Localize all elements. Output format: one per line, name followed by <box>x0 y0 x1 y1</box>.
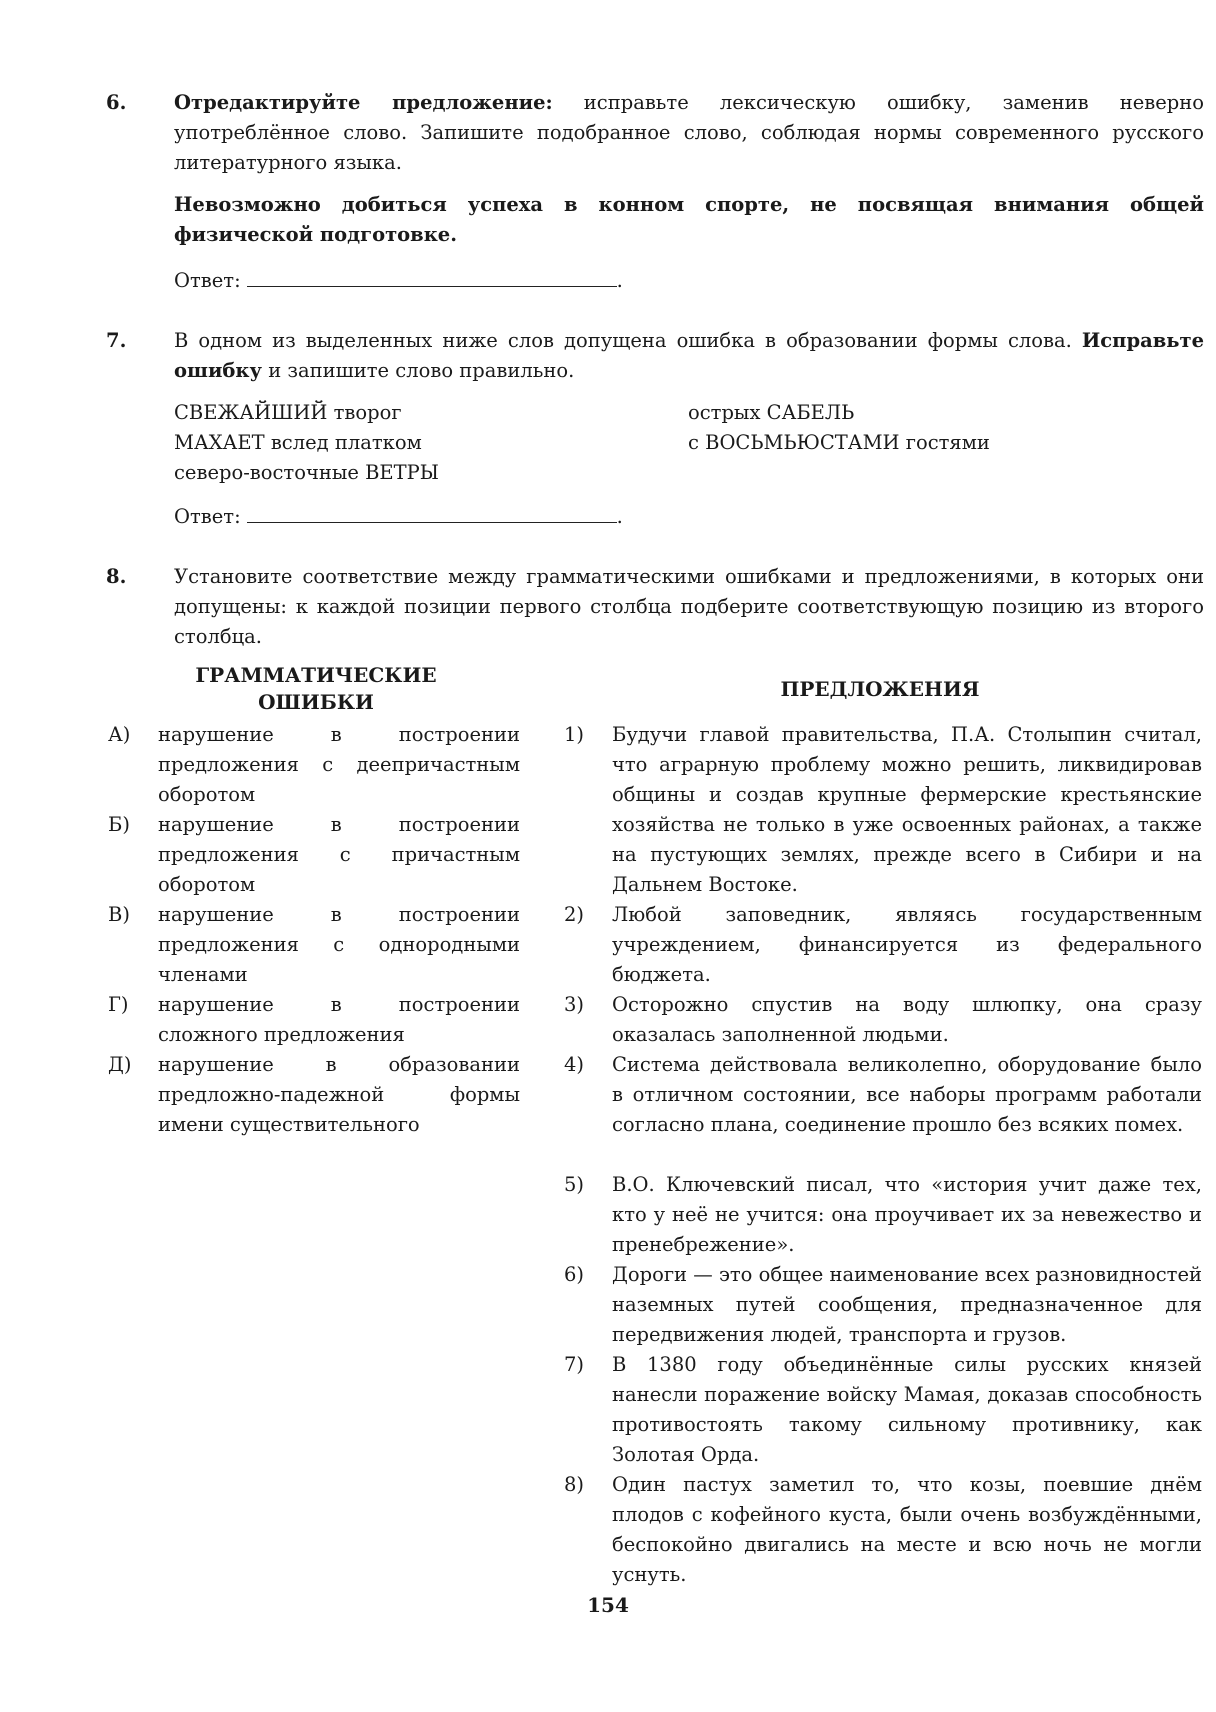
task-7-word-2: МАХАЕТ вслед платком <box>174 431 422 454</box>
error-letter: Г) <box>108 993 129 1016</box>
sentence-number: 4) <box>564 1053 585 1076</box>
sentence-text: Дороги — это общее наименование всех разновидностей наземных путей сообщения, предназначенное для передвижения людей, транспорта и грузов. <box>612 1263 1202 1346</box>
task-7-word-4: острых САБЕЛЬ <box>688 401 855 424</box>
task-6-instruction <box>174 88 1204 178</box>
task-6-number: 6. <box>106 91 127 114</box>
error-letter: Д) <box>108 1053 132 1076</box>
task-6-instruction-bold: Отредактируйте предложение: <box>174 91 553 114</box>
sentence-number: 6) <box>564 1263 585 1286</box>
sentence-item-8 <box>564 1470 1204 1590</box>
task-7-answer-field[interactable] <box>247 500 617 523</box>
task-7-instruction-end: и запишите слово правильно. <box>262 359 575 382</box>
error-letter: А) <box>108 723 131 746</box>
task-7-answer <box>174 500 623 532</box>
sentence-text: Один пастух заметил то, что козы, поевшие днём плодов с кофейного куста, были очень возбуждёнными, беспокойно двигались на месте и всю ночь не могли уснуть. <box>612 1473 1202 1586</box>
sentence-number: 8) <box>564 1473 585 1496</box>
sentence-item-2 <box>564 900 1204 990</box>
sentence-number: 7) <box>564 1353 585 1376</box>
task-6-answer-end: . <box>616 269 623 292</box>
task-7-instruction <box>174 326 1204 386</box>
sentence-text: Будучи главой правительства, П.А. Столыпин считал, что аграрную проблему можно решить, ликвидировав общины и создав крупные фермерские крестьянские хозяйства не только в уже освоенных районах, а также на пустующих землях, прежде всего в Сибири и на Дальнем Востоке. <box>612 723 1202 896</box>
sentence-item-1 <box>564 720 1204 900</box>
task-7-answer-label: Ответ: <box>174 505 241 528</box>
error-text: нарушение в построении предложения с однородными членами <box>158 903 520 986</box>
sentence-text: Система действовала великолепно, оборудование было в отличном состоянии, все наборы программ работали согласно плана, соединение прошло без всяких помех. <box>612 1053 1202 1136</box>
sentence-item-5 <box>564 1170 1204 1260</box>
error-item-b <box>108 810 520 900</box>
sentence-number: 5) <box>564 1173 585 1196</box>
error-text: нарушение в построении предложения с причастным оборотом <box>158 813 520 896</box>
task-7-word-3: северо-восточные ВЕТРЫ <box>174 461 439 484</box>
sentence-text: В.О. Ключевский писал, что «история учит даже тех, кто у неё не учится: она проучивает их за невежество и пренебрежение». <box>612 1173 1202 1256</box>
error-item-d <box>108 1050 520 1140</box>
error-letter: Б) <box>108 813 130 836</box>
task-6-answer-field[interactable] <box>247 264 617 287</box>
task-6-instruction-rest: исправьте лексическую ошибку, заменив неверно употреблённое слово. Запишите подобранное слово, соблюдая нормы современного русского литературного языка. <box>174 91 1204 174</box>
task-7-answer-end: . <box>616 505 623 528</box>
sentence-item-6 <box>564 1260 1204 1350</box>
task-6-sentence: Невозможно добиться успеха в конном спорте, не посвящая внимания общей физической подготовке. <box>174 193 1204 246</box>
task-7-word-5: с ВОСЬМЬЮСТАМИ гостями <box>688 431 990 454</box>
sentence-number: 1) <box>564 723 585 746</box>
task-7-instruction-start: В одном из выделенных ниже слов допущена ошибка в образовании формы слова. <box>174 329 1082 352</box>
error-item-v <box>108 900 520 990</box>
sentence-item-7 <box>564 1350 1204 1470</box>
sentence-text: Осторожно спустив на воду шлюпку, она сразу оказалась заполненной людьми. <box>612 993 1202 1046</box>
sentence-number: 3) <box>564 993 585 1016</box>
error-text: нарушение в образовании предложно-падежной формы имени существительного <box>158 1053 520 1136</box>
task-7-number: 7. <box>106 329 127 352</box>
sentence-number: 2) <box>564 903 585 926</box>
task-7-word-1: СВЕЖАЙШИЙ творог <box>174 401 402 424</box>
error-letter: В) <box>108 903 130 926</box>
sentence-item-3 <box>564 990 1204 1050</box>
column-header-sentences: ПРЕДЛОЖЕНИЯ <box>780 677 980 701</box>
column-header-errors: ГРАММАТИЧЕСКИЕ ОШИБКИ <box>195 663 437 714</box>
task-7-instruction-bold: Исправьте ошибку <box>174 329 1204 382</box>
page-number: 154 <box>587 1593 629 1617</box>
error-item-g <box>108 990 520 1050</box>
error-text: нарушение в построении предложения с деепричастным оборотом <box>158 723 520 806</box>
error-text: нарушение в построении сложного предложения <box>158 993 520 1046</box>
task-6-answer-label: Ответ: <box>174 269 241 292</box>
sentence-item-4 <box>564 1050 1204 1170</box>
task-6-answer <box>174 264 623 296</box>
task-8-number: 8. <box>106 565 127 588</box>
error-item-a <box>108 720 520 810</box>
sentence-text: Любой заповедник, являясь государственным учреждением, финансируется из федерального бюджета. <box>612 903 1202 986</box>
task-8-instruction: Установите соответствие между грамматическими ошибками и предложениями, в которых они допущены: к каждой позиции первого столбца подберите соответствующую позицию из второго столбца. <box>174 565 1204 648</box>
sentence-text: В 1380 году объединённые силы русских князей нанесли поражение войску Мамая, доказав способность противостоять такому сильному противнику, как Золотая Орда. <box>612 1353 1202 1466</box>
